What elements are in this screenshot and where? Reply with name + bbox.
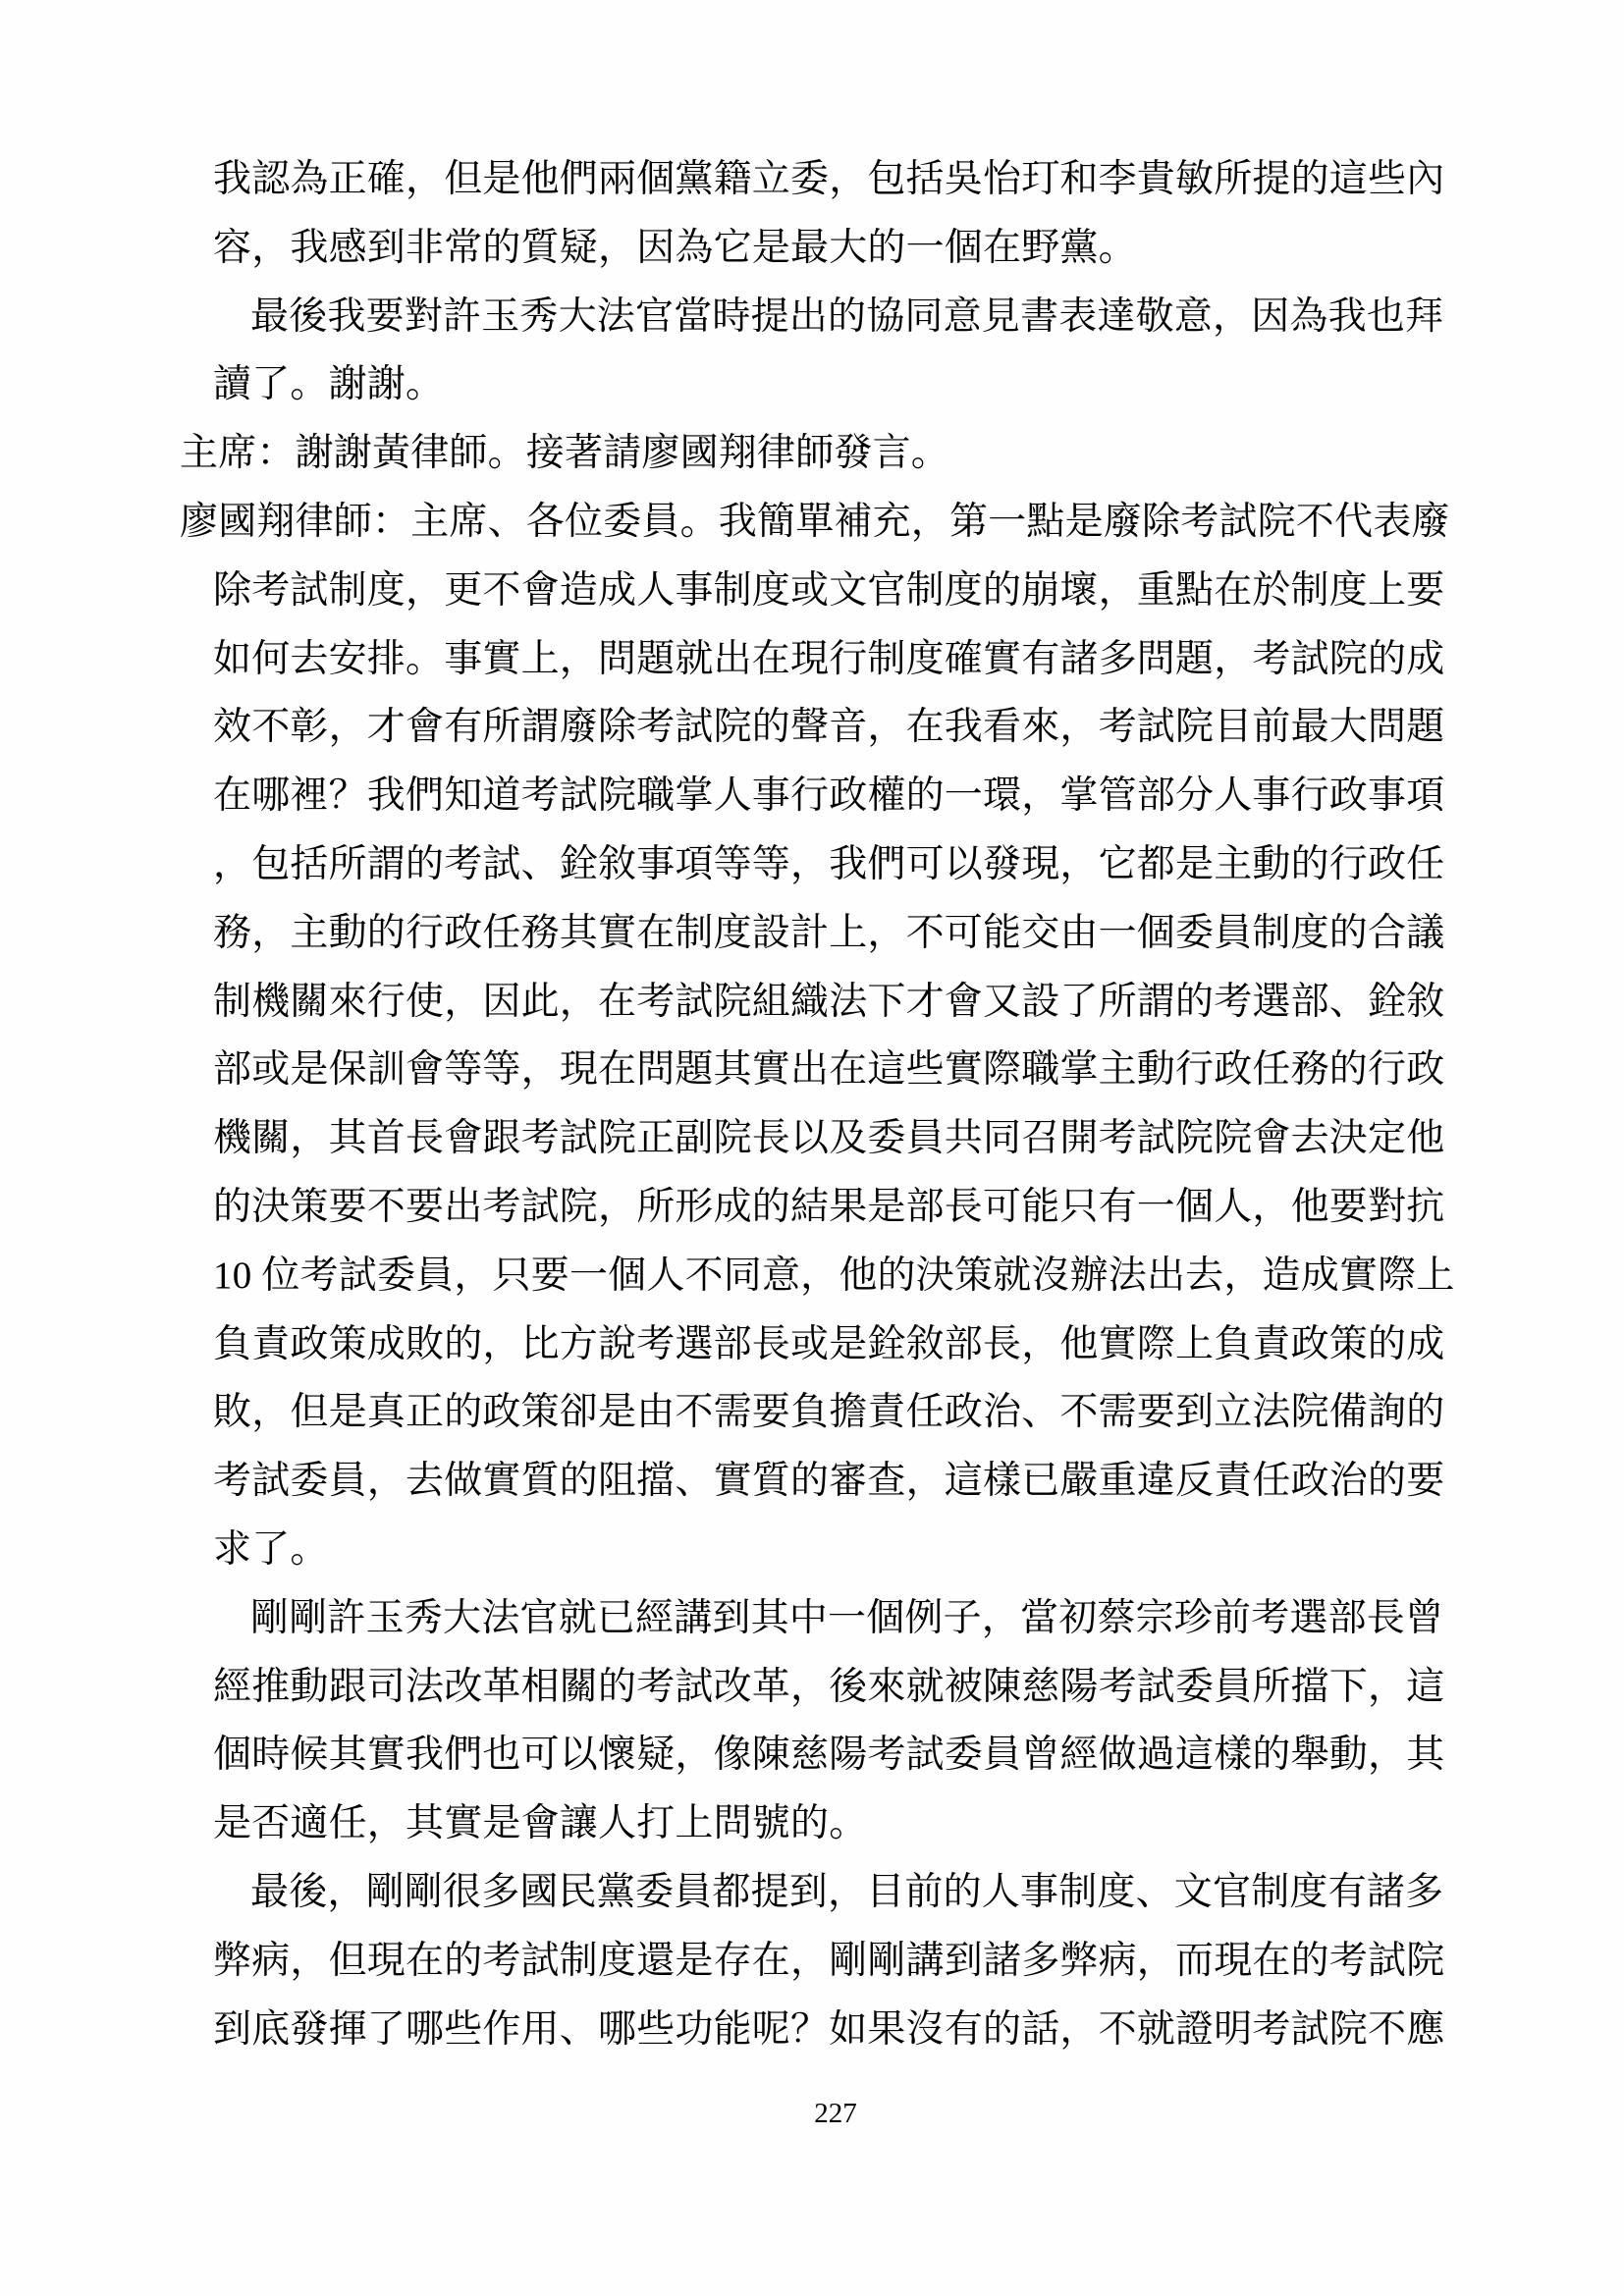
text-line: 是否適任，其實是會讓人打上問號的。 xyxy=(213,1802,868,1845)
text-line: 除考試制度，更不會造成人事制度或文官制度的崩壞，重點在於制度上要 xyxy=(213,568,1445,612)
text-line: 的決策要不要出考試院，所形成的結果是部長可能只有一個人，他要對抗 xyxy=(213,1185,1445,1228)
text-line: 敗，但是真正的政策卻是由不需要負擔責任政治、不需要到立法院備詢的 xyxy=(213,1391,1445,1434)
transcript-text-block xyxy=(180,145,1486,2063)
text-line: 如何去安排。事實上，問題就出在現行制度確實有諸多問題，考試院的成 xyxy=(213,637,1445,680)
text-line: 求了。 xyxy=(213,1527,329,1571)
text-line: 弊病，但現在的考試制度還是存在，剛剛講到諸多弊病，而現在的考試院 xyxy=(213,1939,1445,1982)
text-line: 10 位考試委員，只要一個人不同意，他的決策就沒辦法出去，造成實際上 xyxy=(213,1254,1455,1297)
text-line: 機關，其首長會跟考試院正副院長以及委員共同召開考試院院會去決定他 xyxy=(213,1117,1445,1160)
text-line: 最後我要對許玉秀大法官當時提出的協同意見書表達敬意，因為我也拜 xyxy=(250,294,1444,338)
text-line: 主席：謝謝黃律師。接著請廖國翔律師發言。 xyxy=(180,432,950,475)
text-line: 考試委員，去做實質的阻擋、實質的審查，這樣已嚴重違反責任政治的要 xyxy=(213,1460,1445,1503)
text-line: 效不彰，才會有所謂廢除考試院的聲音，在我看來，考試院目前最大問題 xyxy=(213,706,1445,749)
text-line: 制機關來行使，因此，在考試院組織法下才會又設了所謂的考選部、銓敘 xyxy=(213,980,1445,1023)
text-line: 經推動跟司法改革相關的考試改革，後來就被陳慈陽考試委員所擋下，這 xyxy=(213,1665,1445,1708)
text-line: 讀了。謝謝。 xyxy=(213,363,445,406)
text-line: 個時候其實我們也可以懷疑，像陳慈陽考試委員曾經做過這樣的舉動，其 xyxy=(213,1734,1445,1777)
text-line: 在哪裡？我們知道考試院職掌人事行政權的一環，掌管部分人事行政事項 xyxy=(213,774,1445,818)
text-line: 剛剛許玉秀大法官就已經講到其中一個例子，當初蔡宗珍前考選部長曾 xyxy=(250,1596,1444,1639)
text-line: 負責政策成敗的，比方說考選部長或是銓敘部長，他實際上負責政策的成 xyxy=(213,1322,1445,1365)
text-line: 容，我感到非常的質疑，因為它是最大的一個在野黨。 xyxy=(213,226,1137,269)
page-number: 227 xyxy=(814,2098,857,2129)
text-line: ，包括所謂的考試、銓敘事項等等，我們可以發現，它都是主動的行政任 xyxy=(213,842,1445,885)
text-line: 到底發揮了哪些作用、哪些功能呢？如果沒有的話，不就證明考試院不應 xyxy=(213,2007,1445,2051)
text-line: 廖國翔律師：主席、各位委員。我簡單補充，第一點是廢除考試院不代表廢 xyxy=(180,500,1450,543)
text-line: 務，主動的行政任務其實在制度設計上，不可能交由一個委員制度的合議 xyxy=(213,911,1445,954)
text-line: 最後，剛剛很多國民黨委員都提到，目前的人事制度、文官制度有諸多 xyxy=(250,1870,1444,1913)
text-line: 我認為正確，但是他們兩個黨籍立委，包括吳怡玎和李貴敏所提的這些內 xyxy=(213,158,1445,200)
text-line: 部或是保訓會等等，現在問題其實出在這些實際職掌主動行政任務的行政 xyxy=(213,1048,1445,1092)
